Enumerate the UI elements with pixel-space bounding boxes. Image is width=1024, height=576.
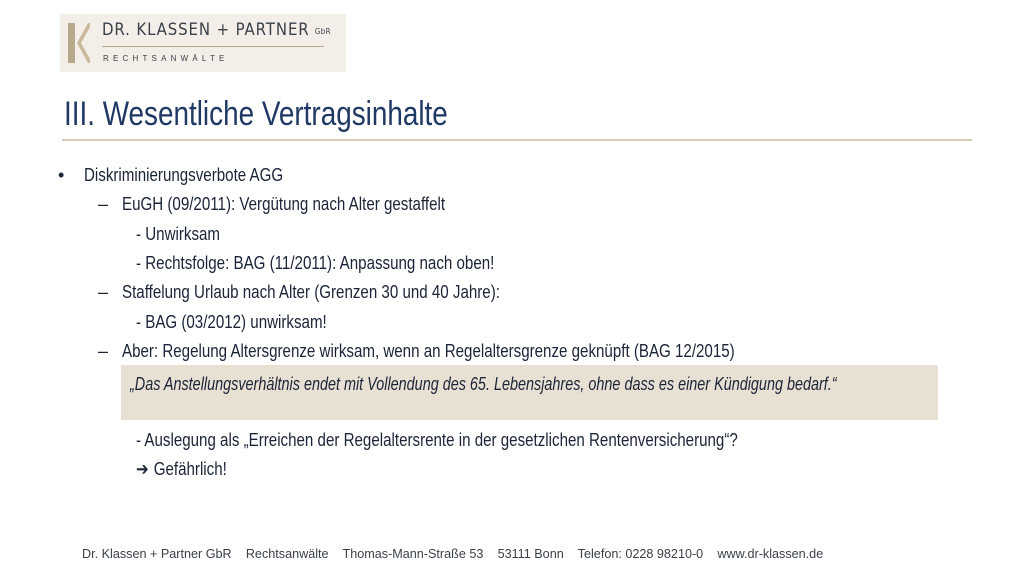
logo-divider bbox=[102, 46, 324, 47]
k-monogram-icon bbox=[68, 23, 90, 63]
footer-city: 53111 Bonn bbox=[497, 546, 564, 561]
footer bbox=[82, 546, 834, 561]
logo-name-text: DR. KLASSEN + PARTNER bbox=[102, 20, 310, 40]
sub-item-3-detail-a: - Auslegung als „Erreichen der Regelaltersrente in der gesetzlichen Rentenversicherung“? bbox=[136, 430, 738, 450]
footer-phone: Telefon: 0228 98210-0 bbox=[577, 546, 704, 561]
logo-subtitle: RECHTSANWÄLTE bbox=[103, 54, 229, 63]
title-divider bbox=[62, 139, 972, 141]
warning-text: Gefährlich! bbox=[153, 459, 227, 479]
sub-item-1: EuGH (09/2011): Vergütung nach Alter gestaffelt bbox=[122, 194, 446, 214]
footer-profession: Rechtsanwälte bbox=[245, 546, 329, 561]
arrow-right-icon: ➔ bbox=[136, 459, 149, 479]
logo-firm-name bbox=[102, 20, 331, 40]
sub-item-3: Aber: Regelung Altersgrenze wirksam, wenn an Regelaltersgrenze geknüpft (BAG 12/2015) bbox=[122, 341, 735, 361]
footer-street: Thomas-Mann-Straße 53 bbox=[342, 546, 484, 561]
logo-gbr: GbR bbox=[314, 27, 331, 36]
footer-company: Dr. Klassen + Partner GbR bbox=[82, 546, 232, 561]
dash-marker: – bbox=[98, 194, 109, 214]
slide-title: III. Wesentliche Vertragsinhalte bbox=[64, 95, 448, 133]
quote-box bbox=[121, 365, 938, 420]
dash-marker: – bbox=[98, 341, 109, 361]
footer-website: www.dr-klassen.de bbox=[717, 546, 824, 561]
bullet-item: Diskriminierungsverbote AGG bbox=[84, 165, 284, 185]
dash-marker: – bbox=[98, 282, 109, 302]
sub-item-1-detail-b: - Rechtsfolge: BAG (11/2011): Anpassung nach oben! bbox=[136, 253, 495, 273]
sub-item-2: Staffelung Urlaub nach Alter (Grenzen 30 und 40 Jahre): bbox=[122, 282, 500, 302]
bullet-marker: • bbox=[58, 165, 65, 185]
sub-item-3-detail-b bbox=[136, 459, 227, 480]
quote-text: „Das Anstellungsverhältnis endet mit Vollendung des 65. Lebensjahres, ohne dass es einer Kündigung bedarf.“ bbox=[130, 374, 837, 394]
sub-item-2-detail-a: - BAG (03/2012) unwirksam! bbox=[136, 312, 327, 332]
sub-item-1-detail-a: - Unwirksam bbox=[136, 224, 221, 244]
company-logo bbox=[60, 14, 346, 72]
